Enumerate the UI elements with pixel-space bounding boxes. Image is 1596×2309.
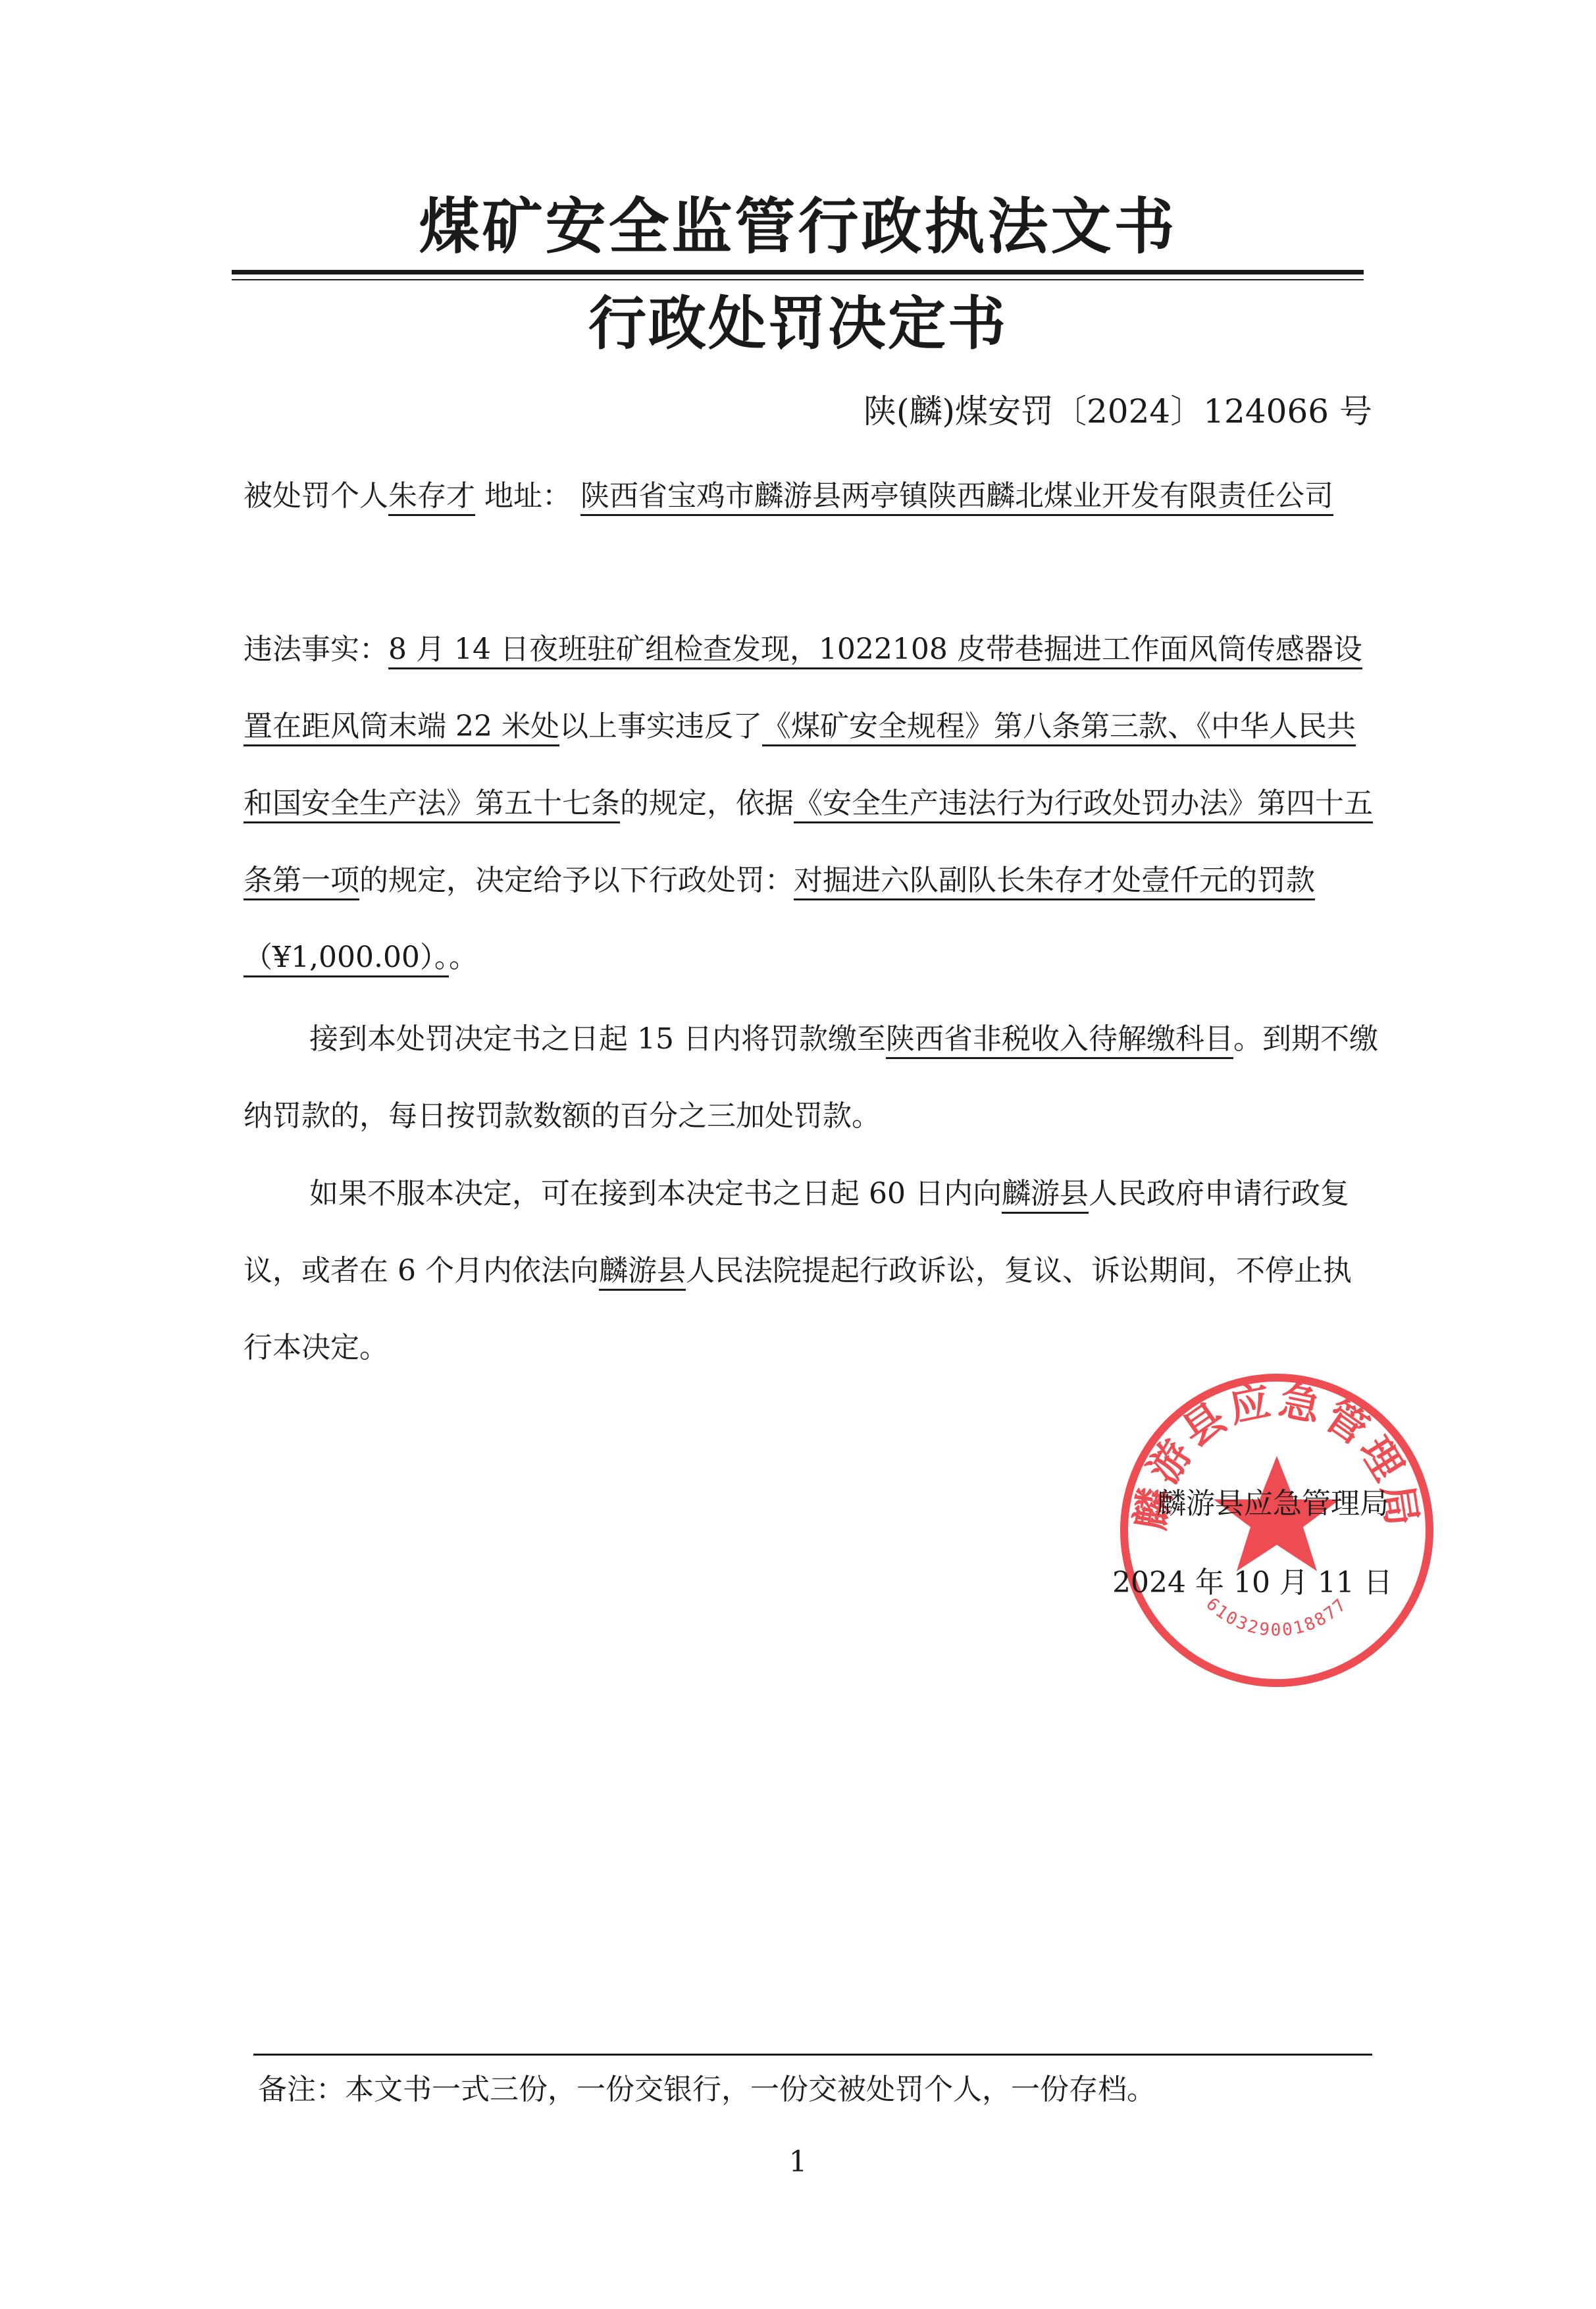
party-name: 朱存才 [388,479,475,516]
facts-label: 违法事实： [244,633,388,666]
appeal-court-county: 麟游县 [599,1254,686,1291]
facts-text-3: 的规定，决定给予以下行政处罚： [359,864,794,897]
payment-text-1: 接到本处罚决定书之日起 15 日内将罚款缴至 [309,1022,886,1056]
facts-text-2: 的规定，依据 [620,787,794,820]
legal-basis: 《安全生产违法行为行政处罚办法》第四十五条第一项 [244,787,1373,900]
violated-provisions: 《煤矿安全规程》第八条第三款、《中华人民共和国安全生产法》第五十七条 [244,710,1356,823]
facts-paragraph [244,611,1379,996]
issuing-authority: 麟游县应急管理局 [1157,1487,1389,1520]
payment-account: 陕西省非税收入待解缴科目 [886,1022,1233,1059]
title-rule-thin [232,279,1364,280]
document-subtitle: 行政处罚决定书 [588,290,1008,357]
issue-date: 2024 年 10 月 11 日 [1112,1566,1393,1599]
footer-rule [253,2054,1372,2056]
appeal-gov-county: 麟游县 [1002,1177,1089,1214]
document-title: 煤矿安全监管行政执法文书 [419,192,1177,262]
footer-note: 备注：本文书一式三份，一份交银行，一份交被处罚个人，一份存档。 [258,2073,1156,2106]
document-number: 陕(麟)煤安罚〔2024〕124066 号 [863,392,1372,430]
party-address: 陕西省宝鸡市麟游县两亭镇陕西麟北煤业开发有限责任公司 [580,479,1333,516]
payment-text-2: 。到期不缴纳罚款的，每日按罚款数额的百分之三加处罚款。 [244,1022,1378,1133]
appeal-text-1: 如果不服本决定，可在接到本决定书之日起 60 日内向 [309,1177,1002,1210]
official-seal-stamp [1116,1369,1438,1692]
seal-code-text: 6103290018877 [1202,1594,1352,1641]
address-label: 地址： [484,479,571,513]
penalty-decision: 对掘进六队副队长朱存才处壹仟元的罚款（¥1,000.00）。 [244,864,1315,977]
title-rule-thick [232,270,1364,274]
party-label: 被处罚个人 [244,479,388,513]
facts-description: 8 月 14 日夜班驻矿组检查发现，1022108 皮带巷掘进工作面风筒传感器设置在距风筒末端 22 米处 [244,633,1362,746]
appeal-text-2: 人民政府申请行政复议，或者在 6 个月内依法向 [244,1177,1349,1287]
facts-text-1: 以上事实违反了 [559,710,762,743]
facts-text-4: 。 [448,941,478,974]
appeal-text-3: 人民法院提起行政诉讼，复议、诉讼期间，不停止执行本决定。 [244,1254,1352,1364]
party-paragraph [244,457,1379,534]
page-number: 1 [788,2145,808,2179]
seal-arc-text: 麟游县应急管理局 [1126,1376,1428,1533]
payment-paragraph [244,1000,1379,1154]
appeal-paragraph [244,1155,1379,1386]
